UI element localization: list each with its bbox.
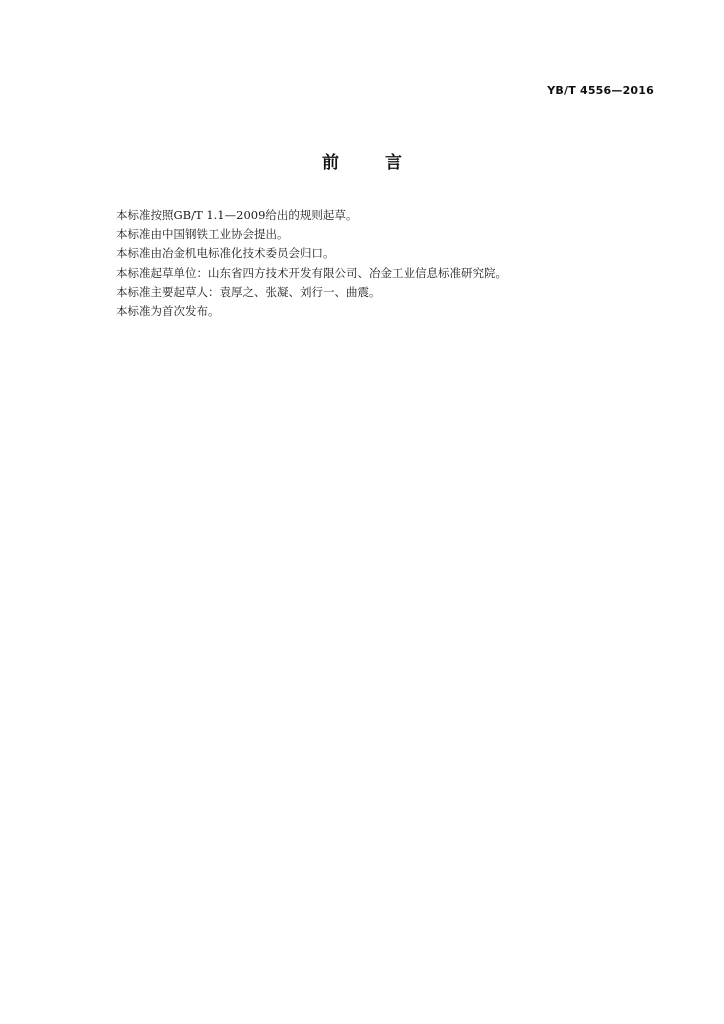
standard-code: YB/T 4556—2016 <box>547 84 654 97</box>
foreword-body <box>116 206 636 321</box>
paragraph-technical-committee: 本标准由冶金机电标准化技术委员会归口。 <box>116 246 335 261</box>
paragraph-first-release: 本标准为首次发布。 <box>116 304 220 319</box>
title-char-2: 言 <box>384 153 402 173</box>
paragraph-proposer: 本标准由中国钢铁工业协会提出。 <box>116 227 289 242</box>
page-title <box>0 148 724 173</box>
paragraph-drafting-rules: 本标准按照GB/T 1.1—2009给出的规则起草。 <box>116 208 358 222</box>
paragraph-drafting-organizations: 本标准起草单位：山东省四方技术开发有限公司、冶金工业信息标准研究院。 <box>116 265 507 280</box>
paragraph-drafters: 本标准主要起草人：袁厚之、张凝、刘行一、曲震。 <box>116 284 381 299</box>
title-char-1: 前 <box>322 153 340 173</box>
